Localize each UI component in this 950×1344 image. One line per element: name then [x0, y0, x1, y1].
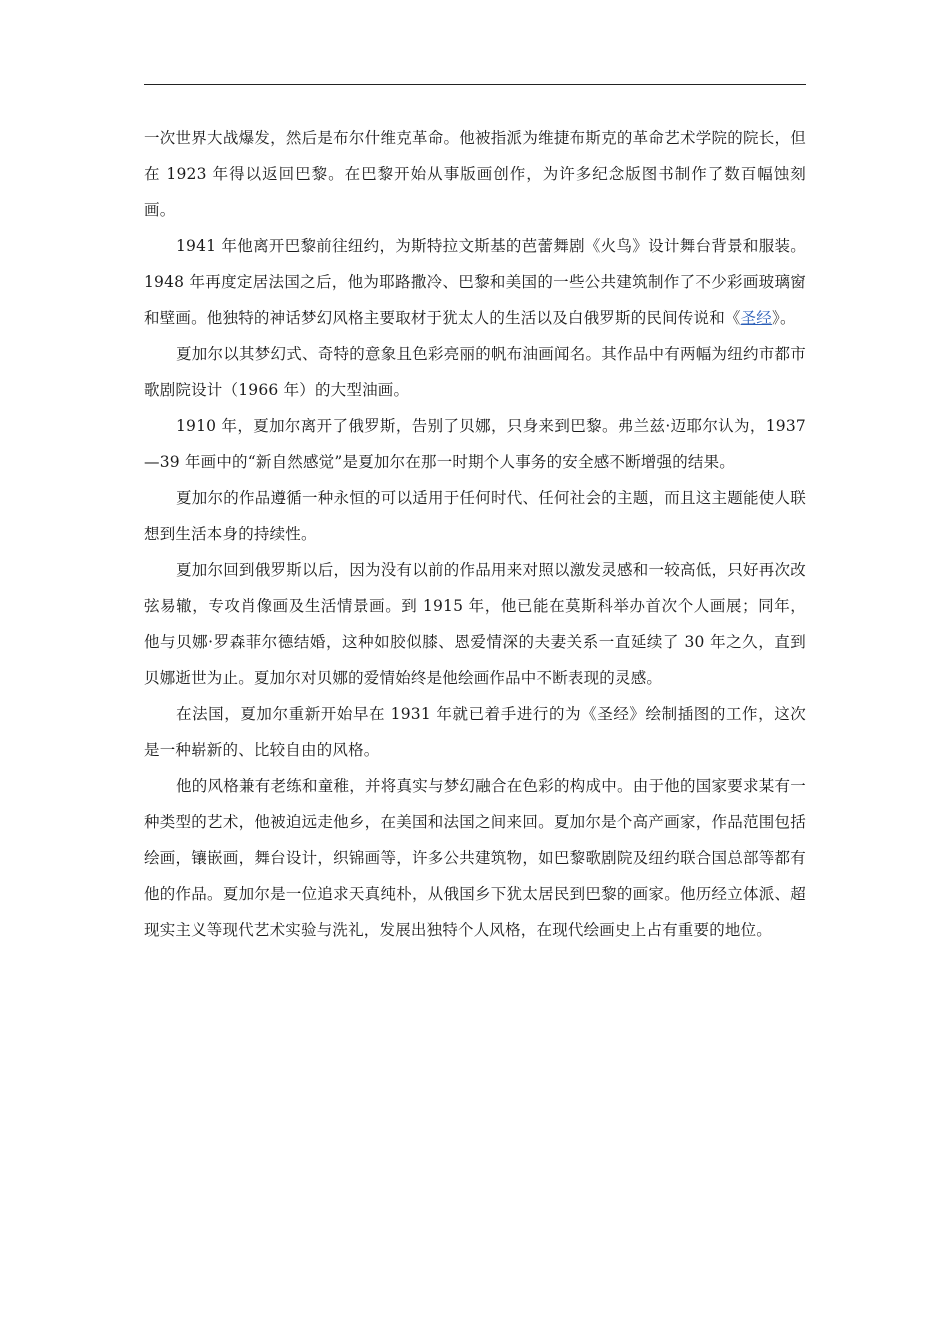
- paragraph-text: 夏加尔以其梦幻式、奇特的意象且色彩亮丽的帆布油画闻名。其作品中有两幅为纽约市都市歌剧院设计（1966 年）的大型油画。: [144, 345, 806, 399]
- paragraph: [144, 336, 806, 408]
- paragraph: [144, 552, 806, 696]
- paragraph-text: 》。: [772, 309, 796, 327]
- paragraph: [144, 768, 806, 948]
- paragraph: [144, 408, 806, 480]
- paragraph-text: 他的风格兼有老练和童稚，并将真实与梦幻融合在色彩的构成中。由于他的国家要求某有一种类型的艺术，他被迫远走他乡，在美国和法国之间来回。夏加尔是个高产画家，作品范围包括绘画，镶嵌画，舞台设计，织锦画等，许多公共建筑物，如巴黎歌剧院及纽约联合国总部等都有他的作品。夏加尔是一位追求天真纯朴，从俄国乡下犹太居民到巴黎的画家。他历经立体派、超现实主义等现代艺术实验与洗礼，发展出独特个人风格，在现代绘画史上占有重要的地位。: [144, 777, 806, 939]
- paragraph-text: 一次世界大战爆发，然后是布尔什维克革命。他被指派为维捷布斯克的革命艺术学院的院长，但在 1923 年得以返回巴黎。在巴黎开始从事版画创作，为许多纪念版图书制作了数百幅蚀刻画。: [144, 129, 806, 219]
- paragraph: [144, 228, 806, 336]
- paragraph: [144, 696, 806, 768]
- paragraph-text: 在法国，夏加尔重新开始早在 1931 年就已着手进行的为《圣经》绘制插图的工作，这次是一种崭新的、比较自由的风格。: [144, 705, 806, 759]
- paragraph: [144, 480, 806, 552]
- paragraph-text: 1910 年，夏加尔离开了俄罗斯，告别了贝娜，只身来到巴黎。弗兰兹·迈耶尔认为，1937—39 年画中的“新自然感觉”是夏加尔在那一时期个人事务的安全感不断增强的结果。: [144, 417, 806, 471]
- header-rule: [144, 84, 806, 85]
- paragraph-text: 夏加尔的作品遵循一种永恒的可以适用于任何时代、任何社会的主题，而且这主题能使人联想到生活本身的持续性。: [144, 489, 806, 543]
- paragraph-text: 1941 年他离开巴黎前往纽约，为斯特拉文斯基的芭蕾舞剧《火鸟》设计舞台背景和服装。1948 年再度定居法国之后，他为耶路撒冷、巴黎和美国的一些公共建筑制作了不少彩画玻璃窗和壁画。他独特的神话梦幻风格主要取材于犹太人的生活以及白俄罗斯的民间传说和《: [144, 237, 806, 327]
- paragraph-text: 夏加尔回到俄罗斯以后，因为没有以前的作品用来对照以激发灵感和一较高低，只好再次改弦易辙，专攻肖像画及生活情景画。到 1915 年，他已能在莫斯科举办首次个人画展；同年，他与贝娜·罗森菲尔德结婚，这种如胶似膝、恩爱情深的夫妻关系一直延续了 30 年之久，直到贝娜逝世为止。夏加尔对贝娜的爱情始终是他绘画作品中不断表现的灵感。: [144, 561, 806, 687]
- paragraph: [144, 120, 806, 228]
- bible-link[interactable]: 圣经: [740, 309, 773, 327]
- document-body: [144, 120, 806, 948]
